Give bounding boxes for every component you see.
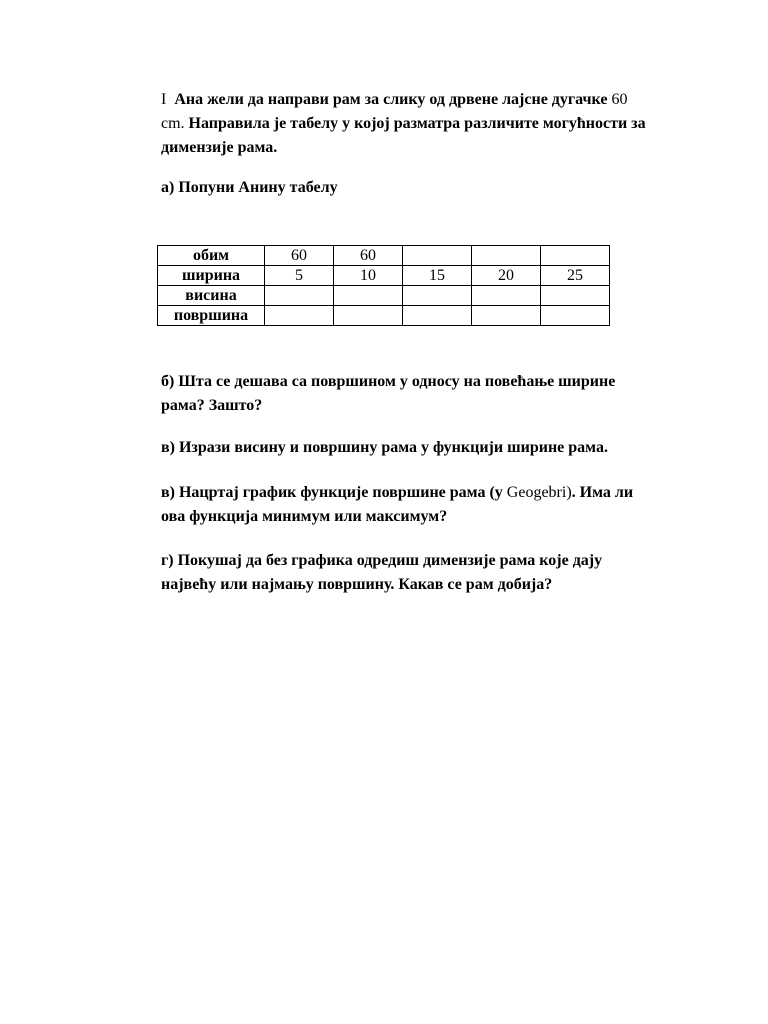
question-v2-line1c-paren: ) (566, 484, 572, 501)
question-v2-geogebri: Geogebri (506, 484, 567, 501)
question-a: а) Попуни Анину табелу (161, 179, 338, 196)
table-cell (265, 286, 334, 306)
table-cell (403, 246, 472, 266)
table-cell (472, 286, 541, 306)
question-g-line1: г) Покушај да без графика одредиш димензије рама које дају (161, 552, 603, 569)
table-cell (265, 306, 334, 326)
table-cell (403, 306, 472, 326)
question-v1: в) Изрази висину и површину рама у функцији ширине рама. (161, 439, 608, 456)
table-cell: 5 (265, 266, 334, 286)
table-cell (334, 306, 403, 326)
table-cell (541, 306, 610, 326)
question-v2-line1c: . Има ли (571, 484, 634, 501)
intro-paragraph (161, 88, 681, 160)
table-cell: 15 (403, 266, 472, 286)
question-v2-line2: ова функција минимум или максимум? (161, 508, 448, 525)
question-b-line2: рама? Зашто? (161, 397, 263, 414)
table-cell (334, 286, 403, 306)
table-cell (472, 246, 541, 266)
section-numeral: I (161, 91, 167, 108)
row-label: обим (158, 246, 265, 266)
question-g (161, 549, 681, 597)
table-row (158, 266, 610, 286)
intro-line1: Ана жели да направи рам за слику од дрвене лајсне дугачке (174, 91, 608, 108)
table-cell (403, 286, 472, 306)
frame-dimensions-table (157, 245, 610, 326)
intro-line2: Направила је табелу у којој разматра различите могућности за (188, 115, 646, 132)
question-g-line2: највећу или најмању површину. Какав се рам добија? (161, 576, 553, 593)
question-v2 (161, 481, 681, 529)
table-cell: 10 (334, 266, 403, 286)
table-cell (541, 246, 610, 266)
intro-unit: cm. (161, 115, 185, 132)
question-v2-line1a: в) Нацртај график функције површине рама (у (161, 484, 503, 501)
intro-length-value: 60 (611, 91, 628, 108)
table-cell (541, 286, 610, 306)
table-row (158, 306, 610, 326)
table-cell: 25 (541, 266, 610, 286)
question-b (161, 370, 681, 418)
table-cell: 60 (265, 246, 334, 266)
table-row (158, 246, 610, 266)
table-row (158, 286, 610, 306)
row-label: површина (158, 306, 265, 326)
table-cell: 20 (472, 266, 541, 286)
table-cell: 60 (334, 246, 403, 266)
table-cell (472, 306, 541, 326)
question-b-line1: б) Шта се дешава са површином у односу на повећање ширине (161, 373, 616, 390)
row-label: ширина (158, 266, 265, 286)
intro-line3: димензије рама. (161, 139, 278, 156)
row-label: висина (158, 286, 265, 306)
